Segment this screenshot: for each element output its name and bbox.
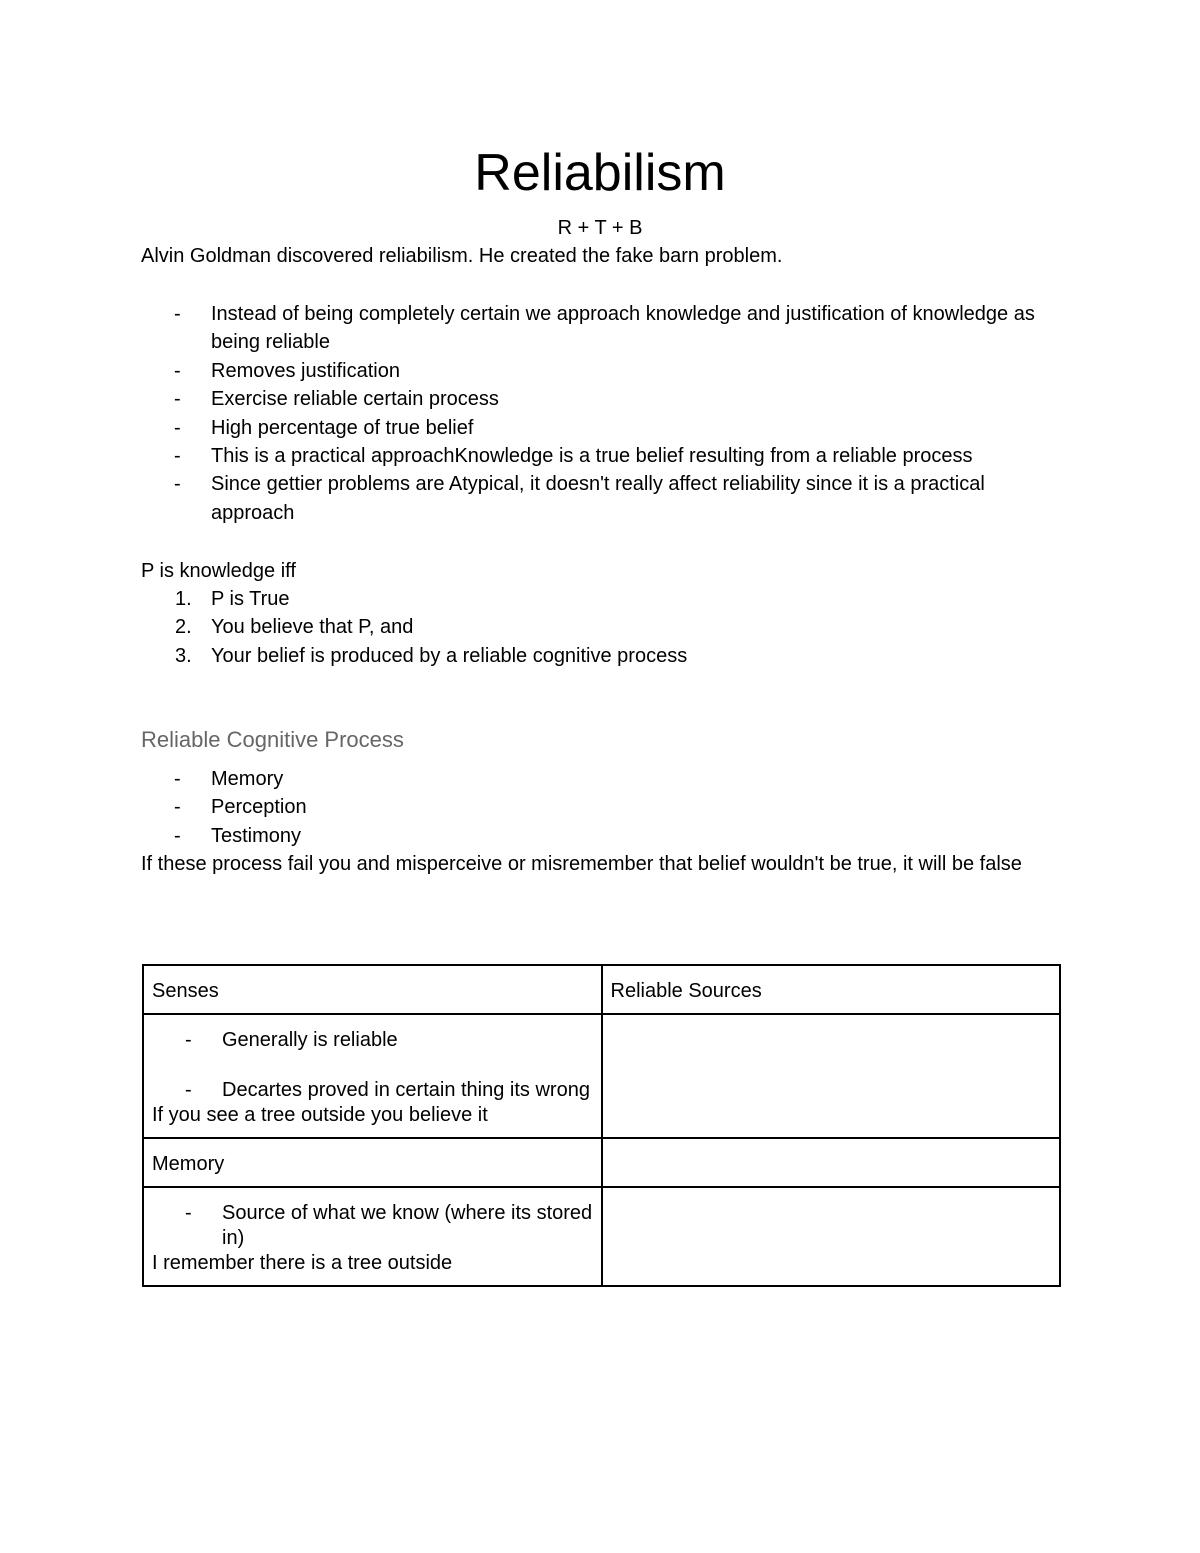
page-title: Reliabilism	[474, 144, 726, 202]
table-row	[143, 965, 1060, 1014]
list-item: - Removes justification	[141, 357, 1071, 385]
dash-marker: -	[174, 473, 181, 496]
list-item: 2. You believe that P, and	[141, 613, 1071, 641]
list-item: - Decartes proved in certain thing its wrong	[185, 1079, 590, 1101]
table-header-cell: Senses	[143, 965, 602, 1014]
list-item: 1. P is True	[141, 585, 1071, 613]
dash-marker: -	[174, 824, 181, 847]
page-subtitle: R + T + B	[557, 217, 643, 239]
list-item: - Perception	[141, 793, 1071, 821]
senses-list	[152, 1028, 593, 1103]
list-item: - Instead of being completely certain we approach knowledge and justification of knowledge as being reliable	[141, 300, 1071, 357]
intro-paragraph: Alvin Goldman discovered reliabilism. He created the fake barn problem.	[141, 245, 783, 267]
table-row	[143, 1014, 1060, 1138]
dash-marker: -	[174, 416, 181, 439]
memory-list	[152, 1201, 593, 1251]
list-item: - Generally is reliable	[185, 1029, 398, 1051]
list-item: - Memory	[141, 765, 1071, 793]
list-item: - High percentage of true belief	[141, 414, 1071, 442]
senses-note: If you see a tree outside you believe it	[152, 1104, 488, 1126]
dash-marker: -	[174, 388, 181, 411]
memory-label-cell: Memory	[143, 1138, 602, 1187]
dash-marker: -	[174, 445, 181, 468]
list-item: - Source of what we know (where its stored in)	[185, 1202, 593, 1249]
table-header-cell: Reliable Sources	[602, 965, 1061, 1014]
memory-note: I remember there is a tree outside	[152, 1252, 453, 1274]
empty-cell	[602, 1187, 1061, 1286]
notes-table	[142, 964, 1061, 1287]
knowledge-lead: P is knowledge iff	[141, 560, 296, 582]
memory-cell	[143, 1187, 602, 1286]
list-item: - This is a practical approachKnowledge is a true belief resulting from a reliable process	[141, 442, 1071, 470]
knowledge-conditions-list	[141, 585, 1071, 670]
number-marker: 1.	[175, 588, 192, 610]
spacer	[152, 1053, 593, 1078]
dash-marker: -	[185, 1029, 192, 1051]
senses-cell	[143, 1014, 602, 1138]
list-item: - Testimony	[141, 822, 1071, 850]
number-marker: 2.	[175, 616, 192, 639]
table-row	[143, 1187, 1060, 1286]
number-marker: 3.	[175, 644, 192, 667]
dash-marker: -	[174, 796, 181, 819]
reliabilism-bullet-list	[141, 300, 1071, 527]
process-bullet-list	[141, 765, 1071, 850]
empty-cell	[602, 1138, 1061, 1187]
dash-marker: -	[174, 359, 181, 382]
empty-cell	[602, 1014, 1061, 1138]
section-heading: Reliable Cognitive Process	[141, 727, 404, 752]
dash-marker: -	[174, 768, 181, 790]
process-note: If these process fail you and misperceive or misremember that belief wouldn't be true, it will be false	[141, 853, 1022, 875]
list-item: 3. Your belief is produced by a reliable cognitive process	[141, 642, 1071, 670]
list-item: - Since gettier problems are Atypical, it doesn't really affect reliability since it is a practical approach	[141, 470, 1071, 527]
dash-marker: -	[174, 303, 181, 325]
dash-marker: -	[185, 1202, 192, 1224]
dash-marker: -	[185, 1079, 192, 1101]
list-item: - Exercise reliable certain process	[141, 385, 1071, 413]
table-row	[143, 1138, 1060, 1187]
